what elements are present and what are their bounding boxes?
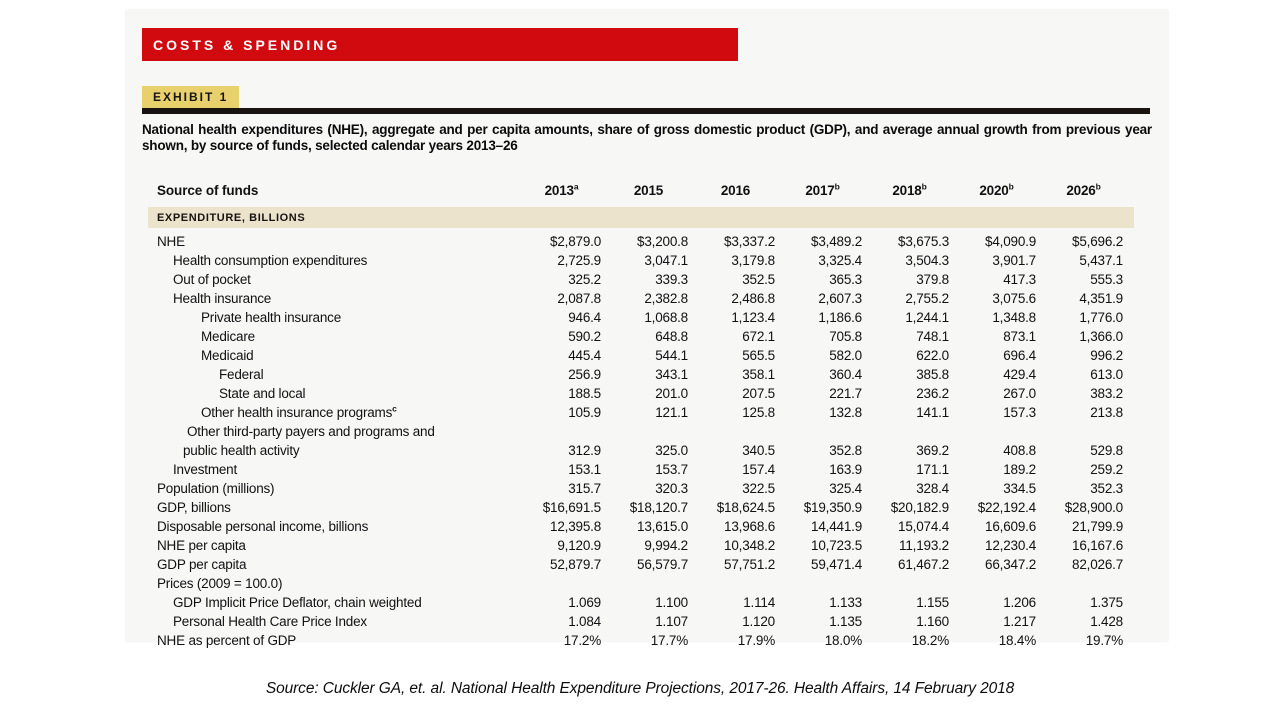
row-label: Other third-party payers and programs and public health activity xyxy=(183,424,435,458)
table-cell: 1.155 xyxy=(916,595,949,610)
table-cell: 946.4 xyxy=(568,310,601,325)
column-header-year: 2017$^b$ xyxy=(805,181,840,198)
row-label: Personal Health Care Price Index xyxy=(173,614,367,629)
table-cell: 582.0 xyxy=(829,348,862,363)
table-cell: 748.1 xyxy=(916,329,949,344)
table-row xyxy=(155,403,1134,422)
table-cell: 2,607.3 xyxy=(818,291,862,306)
table-cell: 9,994.2 xyxy=(644,538,688,553)
row-label: NHE xyxy=(157,234,185,249)
row-label: Private health insurance xyxy=(201,310,342,325)
table-cell: 1.428 xyxy=(1090,614,1123,629)
table-cell: 4,351.9 xyxy=(1079,291,1123,306)
table-cell: 325.2 xyxy=(568,272,601,287)
table-cell: 2,486.8 xyxy=(731,291,775,306)
table-cell: 21,799.9 xyxy=(1072,519,1123,534)
table-cell: 16,167.6 xyxy=(1072,538,1123,553)
row-label: Investment xyxy=(173,462,238,477)
row-label: Population (millions) xyxy=(157,481,275,496)
table-cell: 153.1 xyxy=(568,462,601,477)
table-cell: 3,325.4 xyxy=(818,253,862,268)
table-row xyxy=(155,479,1134,498)
table-cell: 2,725.9 xyxy=(557,253,601,268)
table-row xyxy=(155,365,1134,384)
table-cell: 61,467.2 xyxy=(898,557,949,572)
table-cell: 11,193.2 xyxy=(899,538,949,553)
row-label: Prices (2009 = 100.0) xyxy=(157,576,283,591)
table-cell: 13,615.0 xyxy=(637,519,688,534)
table-cell: 9,120.9 xyxy=(557,538,601,553)
table-cell: 12,230.4 xyxy=(985,538,1036,553)
table-cell: 1,123.4 xyxy=(731,310,775,325)
table-row xyxy=(155,308,1134,327)
table-cell: 256.9 xyxy=(568,367,601,382)
column-header-year: 2026$^b$ xyxy=(1066,181,1101,198)
table-cell: 3,504.3 xyxy=(905,253,949,268)
table-cell: 1,244.1 xyxy=(905,310,949,325)
table-cell: 201.0 xyxy=(655,386,688,401)
table-cell: 18.0% xyxy=(824,633,862,648)
table-cell: 132.8 xyxy=(829,405,862,420)
table-cell: 1.160 xyxy=(916,614,949,629)
table-cell: 325.0 xyxy=(655,443,688,458)
table-cell: 613.0 xyxy=(1090,367,1123,382)
table-cell: 352.3 xyxy=(1090,481,1123,496)
row-label: NHE per capita xyxy=(157,538,246,553)
table-cell: 1,348.8 xyxy=(992,310,1036,325)
table-cell: 1.120 xyxy=(742,614,775,629)
table-cell: 1,068.8 xyxy=(644,310,688,325)
table-cell: 555.3 xyxy=(1090,272,1123,287)
table-cell: 352.5 xyxy=(742,272,775,287)
table-row xyxy=(155,555,1134,574)
exhibit-table-body xyxy=(155,232,1134,650)
section-banner xyxy=(142,28,738,61)
table-cell: 1.217 xyxy=(1003,614,1036,629)
row-label: GDP Implicit Price Deflator, chain weighted xyxy=(173,595,422,610)
row-label: Disposable personal income, billions xyxy=(157,519,369,534)
table-cell xyxy=(866,574,953,593)
table-cell xyxy=(953,574,1040,593)
table-cell: 2,382.8 xyxy=(644,291,688,306)
table-cell: 66,347.2 xyxy=(985,557,1036,572)
table-cell: 188.5 xyxy=(568,386,601,401)
table-row xyxy=(155,327,1134,346)
table-cell: 325.4 xyxy=(829,481,862,496)
table-cell: $3,337.2 xyxy=(724,234,775,249)
table-cell: 1.114 xyxy=(743,595,775,610)
table-cell: 121.1 xyxy=(655,405,688,420)
row-label: State and local xyxy=(219,386,306,401)
column-header-year: 2016 xyxy=(720,183,751,198)
table-cell xyxy=(605,574,692,593)
row-label: Other health insurance programs$^c$ xyxy=(201,403,397,420)
table-cell: 622.0 xyxy=(916,348,949,363)
table-cell: 369.2 xyxy=(916,443,949,458)
exhibit-badge xyxy=(142,86,239,108)
table-cell xyxy=(518,574,605,593)
row-label: Medicaid xyxy=(201,348,254,363)
exhibit-title: National health expenditures (NHE), aggregate and per capita amounts, share of gross domestic product (GDP), and average annual growth from previous year shown, by source of funds, selected calendar years 2013–26 xyxy=(142,122,1152,153)
table-cell: 705.8 xyxy=(829,329,862,344)
row-label: Health consumption expenditures xyxy=(173,253,368,268)
section-band-expenditure-billions xyxy=(148,207,1134,228)
table-cell: 57,751.2 xyxy=(724,557,775,572)
table-cell: 445.4 xyxy=(568,348,601,363)
column-header-source-of-funds: Source of funds xyxy=(157,183,259,198)
table-cell: $20,182.9 xyxy=(890,500,949,515)
row-label: Medicare xyxy=(201,329,255,344)
table-cell: 365.3 xyxy=(829,272,862,287)
table-cell: 5,437.1 xyxy=(1079,253,1123,268)
table-cell: $3,489.2 xyxy=(811,234,862,249)
table-cell: 157.4 xyxy=(742,462,775,477)
table-cell: 236.2 xyxy=(916,386,949,401)
table-cell: 322.5 xyxy=(742,481,775,496)
table-cell: 1.133 xyxy=(829,595,862,610)
divider-rule xyxy=(142,108,1150,114)
table-cell: $3,200.8 xyxy=(637,234,688,249)
table-cell: $16,691.5 xyxy=(542,500,601,515)
table-cell: $4,090.9 xyxy=(985,234,1036,249)
section-banner-label: COSTS & SPENDING xyxy=(153,36,341,53)
table-cell: 16,609.6 xyxy=(985,519,1036,534)
table-cell: 141.1 xyxy=(916,405,949,420)
row-label: Out of pocket xyxy=(173,272,251,287)
table-cell: $3,675.3 xyxy=(898,234,949,249)
table-cell: 15,074.4 xyxy=(898,519,949,534)
column-header-year: 2013$^a$ xyxy=(544,181,579,198)
table-cell: 171.1 xyxy=(916,462,949,477)
table-row xyxy=(155,631,1134,650)
table-cell: 1.084 xyxy=(568,614,601,629)
table-cell: 328.4 xyxy=(916,481,949,496)
table-cell: 17.2% xyxy=(563,633,601,648)
table-header-row xyxy=(155,168,1134,198)
table-cell: 334.5 xyxy=(1003,481,1036,496)
table-cell: 213.8 xyxy=(1090,405,1123,420)
table-cell: 379.8 xyxy=(916,272,949,287)
table-cell: 1.375 xyxy=(1090,595,1123,610)
exhibit-badge-label: EXHIBIT 1 xyxy=(153,90,229,104)
column-header-year: 2020$^b$ xyxy=(979,181,1014,198)
table-cell: 14,441.9 xyxy=(811,519,862,534)
table-row xyxy=(155,251,1134,270)
section-band-label: EXPENDITURE, BILLIONS xyxy=(157,211,306,224)
table-cell: 3,047.1 xyxy=(644,253,688,268)
table-cell: $22,192.4 xyxy=(977,500,1036,515)
row-label: GDP per capita xyxy=(157,557,247,572)
table-cell: 56,579.7 xyxy=(637,557,688,572)
table-row xyxy=(155,498,1134,517)
table-cell: 312.9 xyxy=(568,443,601,458)
table-cell: 12,395.8 xyxy=(550,519,601,534)
table-cell: 157.3 xyxy=(1003,405,1036,420)
table-cell: 408.8 xyxy=(1003,443,1036,458)
table-cell: 2,087.8 xyxy=(557,291,601,306)
table-cell: 1,186.6 xyxy=(818,310,862,325)
table-cell: $5,696.2 xyxy=(1072,234,1123,249)
table-cell: 17.9% xyxy=(737,633,775,648)
table-cell: 358.1 xyxy=(742,367,775,382)
column-header-year: 2018$^b$ xyxy=(892,181,927,198)
table-cell: 3,179.8 xyxy=(731,253,775,268)
table-cell: 3,901.7 xyxy=(992,253,1036,268)
table-cell: $18,624.5 xyxy=(716,500,775,515)
table-cell: $19,350.9 xyxy=(803,500,862,515)
table-cell: 996.2 xyxy=(1090,348,1123,363)
table-cell: 18.2% xyxy=(911,633,949,648)
table-cell: 153.7 xyxy=(655,462,688,477)
table-cell: 648.8 xyxy=(655,329,688,344)
table-cell: 429.4 xyxy=(1003,367,1036,382)
table-cell: 1.069 xyxy=(568,595,601,610)
table-cell: 207.5 xyxy=(742,386,775,401)
table-cell xyxy=(779,574,866,593)
table-row xyxy=(155,574,1134,593)
table-cell: 590.2 xyxy=(568,329,601,344)
table-cell: 417.3 xyxy=(1003,272,1036,287)
table-cell xyxy=(692,574,779,593)
table-cell: 1.135 xyxy=(829,614,862,629)
table-cell: 3,075.6 xyxy=(992,291,1036,306)
table-cell: 315.7 xyxy=(568,481,601,496)
row-label: GDP, billions xyxy=(157,500,231,515)
table-cell: 17.7% xyxy=(650,633,688,648)
table-cell: $2,879.0 xyxy=(550,234,601,249)
table-cell: 873.1 xyxy=(1003,329,1036,344)
table-cell: 105.9 xyxy=(568,405,601,420)
source-citation: Source: Cuckler GA, et. al. National Health Expenditure Projections, 2017-26. Health Affairs, 14 February 2018 xyxy=(265,680,1015,697)
exhibit-table xyxy=(155,168,1134,650)
row-label: Federal xyxy=(219,367,264,382)
table-row xyxy=(155,289,1134,308)
table-cell: 19.7% xyxy=(1085,633,1123,648)
table-cell: 52,879.7 xyxy=(550,557,601,572)
table-cell: 13,968.6 xyxy=(724,519,775,534)
table-cell: 2,755.2 xyxy=(905,291,949,306)
table-row xyxy=(155,422,1134,460)
table-row xyxy=(155,270,1134,289)
table-row xyxy=(155,460,1134,479)
table-cell: 565.5 xyxy=(742,348,775,363)
table-row xyxy=(155,384,1134,403)
table-row xyxy=(155,346,1134,365)
table-cell xyxy=(1040,574,1127,593)
table-cell: 189.2 xyxy=(1003,462,1036,477)
table-cell: 360.4 xyxy=(829,367,862,382)
table-row xyxy=(155,612,1134,631)
table-cell: 385.8 xyxy=(916,367,949,382)
table-cell: 267.0 xyxy=(1003,386,1036,401)
table-cell: 1.206 xyxy=(1003,595,1036,610)
table-cell: 343.1 xyxy=(655,367,688,382)
table-cell: 672.1 xyxy=(742,329,775,344)
table-row xyxy=(155,536,1134,555)
table-cell: 59,471.4 xyxy=(811,557,862,572)
row-label: Health insurance xyxy=(173,291,272,306)
table-cell: 352.8 xyxy=(829,443,862,458)
table-cell: 18.4% xyxy=(998,633,1036,648)
table-cell: 259.2 xyxy=(1090,462,1123,477)
table-cell: $28,900.0 xyxy=(1064,500,1123,515)
table-cell: 544.1 xyxy=(655,348,688,363)
table-cell: 10,723.5 xyxy=(811,538,862,553)
table-cell: 125.8 xyxy=(742,405,775,420)
table-cell: 320.3 xyxy=(655,481,688,496)
table-row xyxy=(155,232,1134,251)
table-row xyxy=(155,517,1134,536)
table-cell: 339.3 xyxy=(655,272,688,287)
exhibit-card xyxy=(126,10,1168,648)
table-cell: 1.107 xyxy=(655,614,688,629)
table-cell: 221.7 xyxy=(829,386,862,401)
column-header-year: 2015 xyxy=(633,183,664,198)
table-cell: 82,026.7 xyxy=(1072,557,1123,572)
table-cell: 340.5 xyxy=(742,443,775,458)
table-cell: $18,120.7 xyxy=(629,500,688,515)
table-cell: 383.2 xyxy=(1090,386,1123,401)
row-label: NHE as percent of GDP xyxy=(157,633,297,648)
table-cell: 1,776.0 xyxy=(1079,310,1123,325)
table-row xyxy=(155,593,1134,612)
table-cell: 10,348.2 xyxy=(724,538,775,553)
table-cell: 1.100 xyxy=(655,595,688,610)
table-cell: 696.4 xyxy=(1003,348,1036,363)
table-cell: 529.8 xyxy=(1090,443,1123,458)
table-cell: 1,366.0 xyxy=(1079,329,1123,344)
table-cell: 163.9 xyxy=(829,462,862,477)
